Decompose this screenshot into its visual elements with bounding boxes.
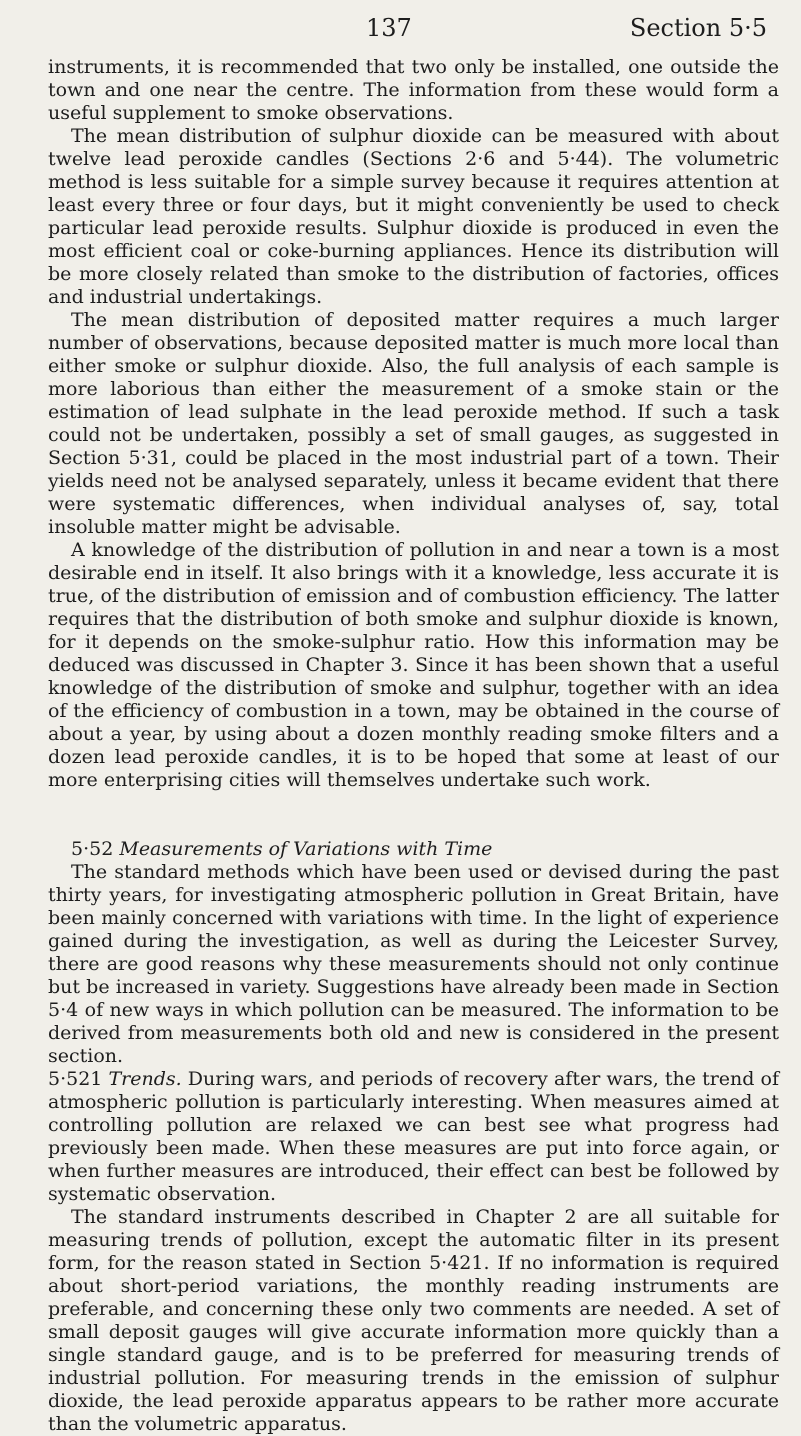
paragraph-distribution-knowledge: A knowledge of the distribution of pollution in and near a town is a most desirable end in itself. It also brings with it a knowledge, less accurate it is true, of the distribution of emission and of combustion efficiency. The latter requires that the distribution of both smoke and sulphur dioxide is known, for it depends on the smoke-sulphur ratio. How this information may be deduced was discussed in Chapter 3. Since it has been shown that a useful knowledge of the distribution of smoke and sulphur, together with an idea of the efficiency of combustion in a town, may be obtained in the course of about a year, by using about a dozen monthly reading smoke filters and a dozen lead peroxide candles, it is to be hoped that some at least of our more enterprising cities will themselves undertake such work. bbox=[48, 539, 779, 791]
section-number: 5·52 bbox=[71, 838, 114, 860]
subsection-number: 5·521 bbox=[48, 1068, 103, 1090]
paragraph-sulphur-dioxide: The mean distribution of sulphur dioxide can be measured with about twelve lead peroxide candles (Sections 2·6 and 5·44). The volumetric method is less suitable for a simple survey because it requires attention at least every three or four days, but it might conveniently be used to check particular lead peroxide results. Sulphur dioxide is produced in even the most efficient coal or coke-burning appliances. Hence its distribution will be more closely related than smoke to the distribution of factories, offices and industrial undertakings. bbox=[48, 125, 779, 308]
body-text bbox=[48, 56, 779, 1436]
paragraph-variations-with-time: The standard methods which have been used or devised during the past thirty years, for investigating atmospheric pollution in Great Britain, have been mainly concerned with variations with time. In the light of experience gained during the investigation, as well as during the Leicester Survey, there are good reasons why these measurements should not only continue but be increased in variety. Suggestions have already been made in Section 5·4 of new ways in which pollution can be measured. The information to be derived from measurements both old and new is considered in the present section. bbox=[48, 861, 779, 1067]
paragraph-deposited-matter: The mean distribution of deposited matter requires a much larger number of observations, because deposited matter is much more local than either smoke or sulphur dioxide. Also, the full analysis of each sample is more laborious than either the measurement of a smoke stain or the estimation of lead sulphate in the lead peroxide method. If such a task could not be undertaken, possibly a set of small gauges, as suggested in Section 5·31, could be placed in the most industrial part of a town. Their yields need not be analysed separately, unless it became evident that there were systematic differences, when individual analyses of, say, total insoluble matter might be advisable. bbox=[48, 309, 779, 538]
subsection-title: Trends. bbox=[108, 1068, 182, 1090]
section-reference: Section 5·5 bbox=[629, 14, 767, 42]
trends-text: During wars, and periods of recovery after wars, the trend of atmospheric pollution is particularly interesting. When measures aimed at controlling pollution are relaxed we can best see what progress had previously been made. When these measures are put into force again, or when further measures are introduced, their effect can best be followed by systematic observation. bbox=[48, 1068, 779, 1205]
running-header bbox=[48, 14, 779, 56]
paragraph-standard-instruments: The standard instruments described in Chapter 2 are all suitable for measuring trends of pollution, except the automatic filter in its present form, for the reason stated in Section 5·421. If no information is required about short-period variations, the monthly reading instruments are preferable, and concerning these only two comments are needed. A set of small deposit gauges will give accurate information more quickly than a single standard gauge, and is to be preferred for measuring trends of industrial pollution. For measuring trends in the emission of sulphur dioxide, the lead peroxide apparatus appears to be rather more accurate than the volumetric apparatus. bbox=[48, 1206, 779, 1435]
paragraph-continuation: instruments, it is recommended that two only be installed, one outside the town and one near the centre. The information from these would form a useful supplement to smoke observations. bbox=[48, 56, 779, 124]
section-heading-5-52 bbox=[48, 792, 779, 861]
page-number: 137 bbox=[366, 14, 412, 42]
section-title: Measurements of Variations with Time bbox=[119, 838, 493, 860]
paragraph-trends bbox=[48, 1068, 779, 1206]
